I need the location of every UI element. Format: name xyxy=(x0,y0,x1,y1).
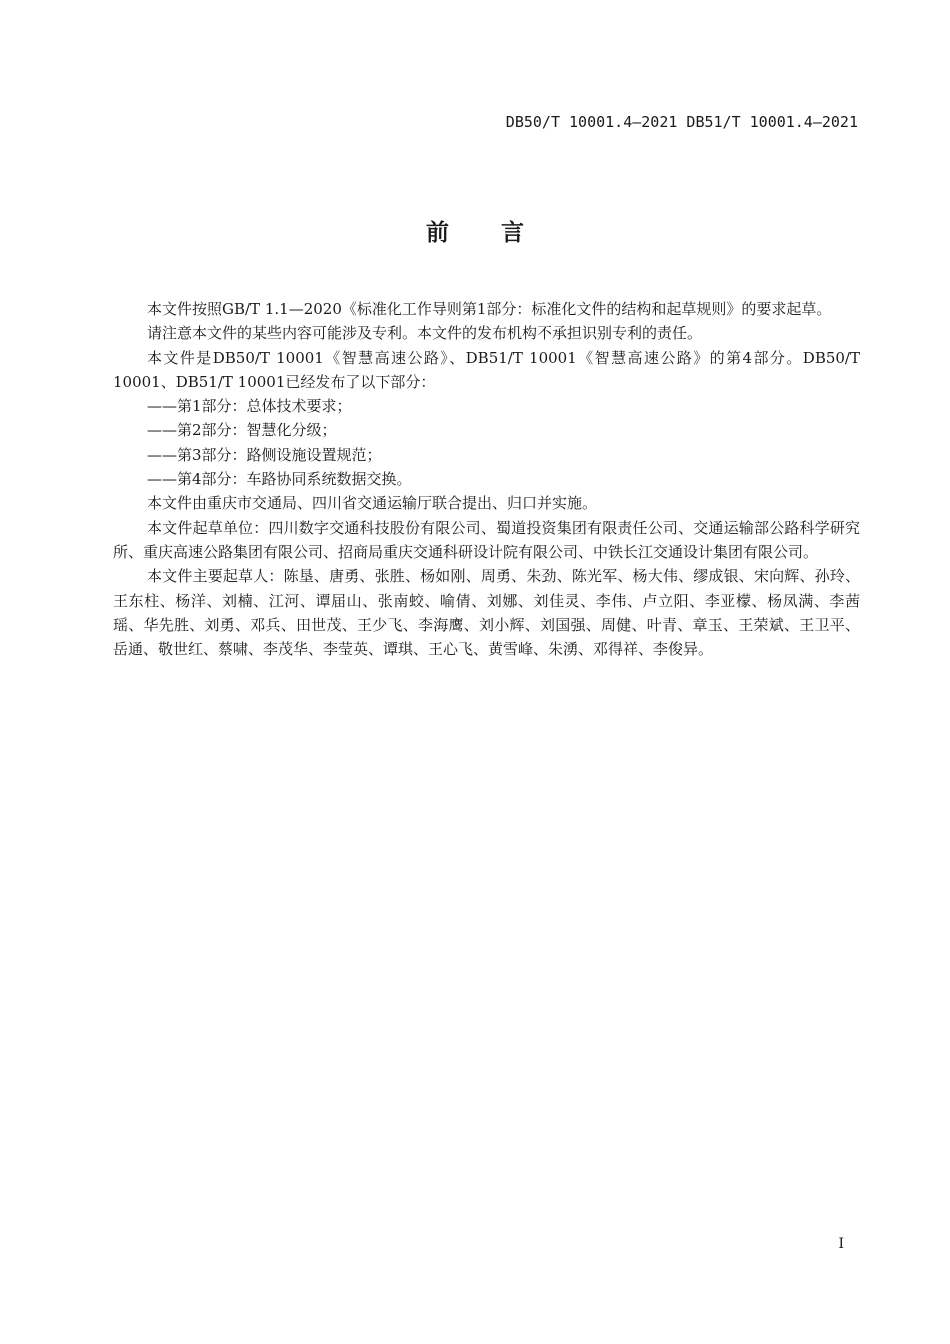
paragraph-proposer: 本文件由重庆市交通局、四川省交通运输厅联合提出、归口并实施。 xyxy=(147,494,598,513)
page-number: I xyxy=(838,1236,844,1252)
standard-code: DB50/T 10001.4—2021 DB51/T 10001.4—2021 xyxy=(505,113,858,131)
paragraph-drafting-units: 本文件起草单位：四川数字交通科技股份有限公司、蜀道投资集团有限责任公司、交通运输部公路科学研究所、重庆高速公路集团有限公司、招商局重庆交通科研设计院有限公司、中铁长江交通设计集团有限公司。 xyxy=(113,518,860,561)
paragraph-drafting-rules: 本文件按照GB/T 1.1—2020《标准化工作导则第1部分：标准化文件的结构和起草规则》的要求起草。 xyxy=(147,300,832,318)
list-item-part-4: ——第4部分：车路协同系统数据交换。 xyxy=(147,470,412,489)
foreword-body xyxy=(113,297,860,661)
paragraph-drafters: 本文件主要起草人：陈垦、唐勇、张胜、杨如刚、周勇、朱劲、陈光军、杨大伟、缪成银、宋向辉、孙玲、王东柱、杨洋、刘楠、江河、谭届山、张南蛟、喻倩、刘娜、刘佳灵、李伟、卢立阳、李亚檬、杨凤满、李茜瑶、华先胜、刘勇、邓兵、田世茂、王少飞、李海鹰、刘小辉、刘国强、周健、叶青、章玉、王荣斌、王卫平、岳通、敬世红、蔡啸、李茂华、李莹英、谭琪、王心飞、黄雪峰、朱湧、邓得祥、李俊异。 xyxy=(113,567,860,659)
paragraph-series-intro: 本文件是DB50/T 10001《智慧高速公路》、DB51/T 10001《智慧高速公路》的第4部分。DB50/T 10001、DB51/T 10001已经发布了以下部分： xyxy=(113,348,860,391)
list-item-part-3: ——第3部分：路侧设施设置规范； xyxy=(147,445,382,464)
list-item-part-2: ——第2部分：智慧化分级； xyxy=(147,421,337,440)
list-item-part-1: ——第1部分：总体技术要求； xyxy=(147,397,352,416)
page-title: 前 言 xyxy=(425,220,546,246)
paragraph-patent-notice: 请注意本文件的某些内容可能涉及专利。本文件的发布机构不承担识别专利的责任。 xyxy=(147,324,703,343)
